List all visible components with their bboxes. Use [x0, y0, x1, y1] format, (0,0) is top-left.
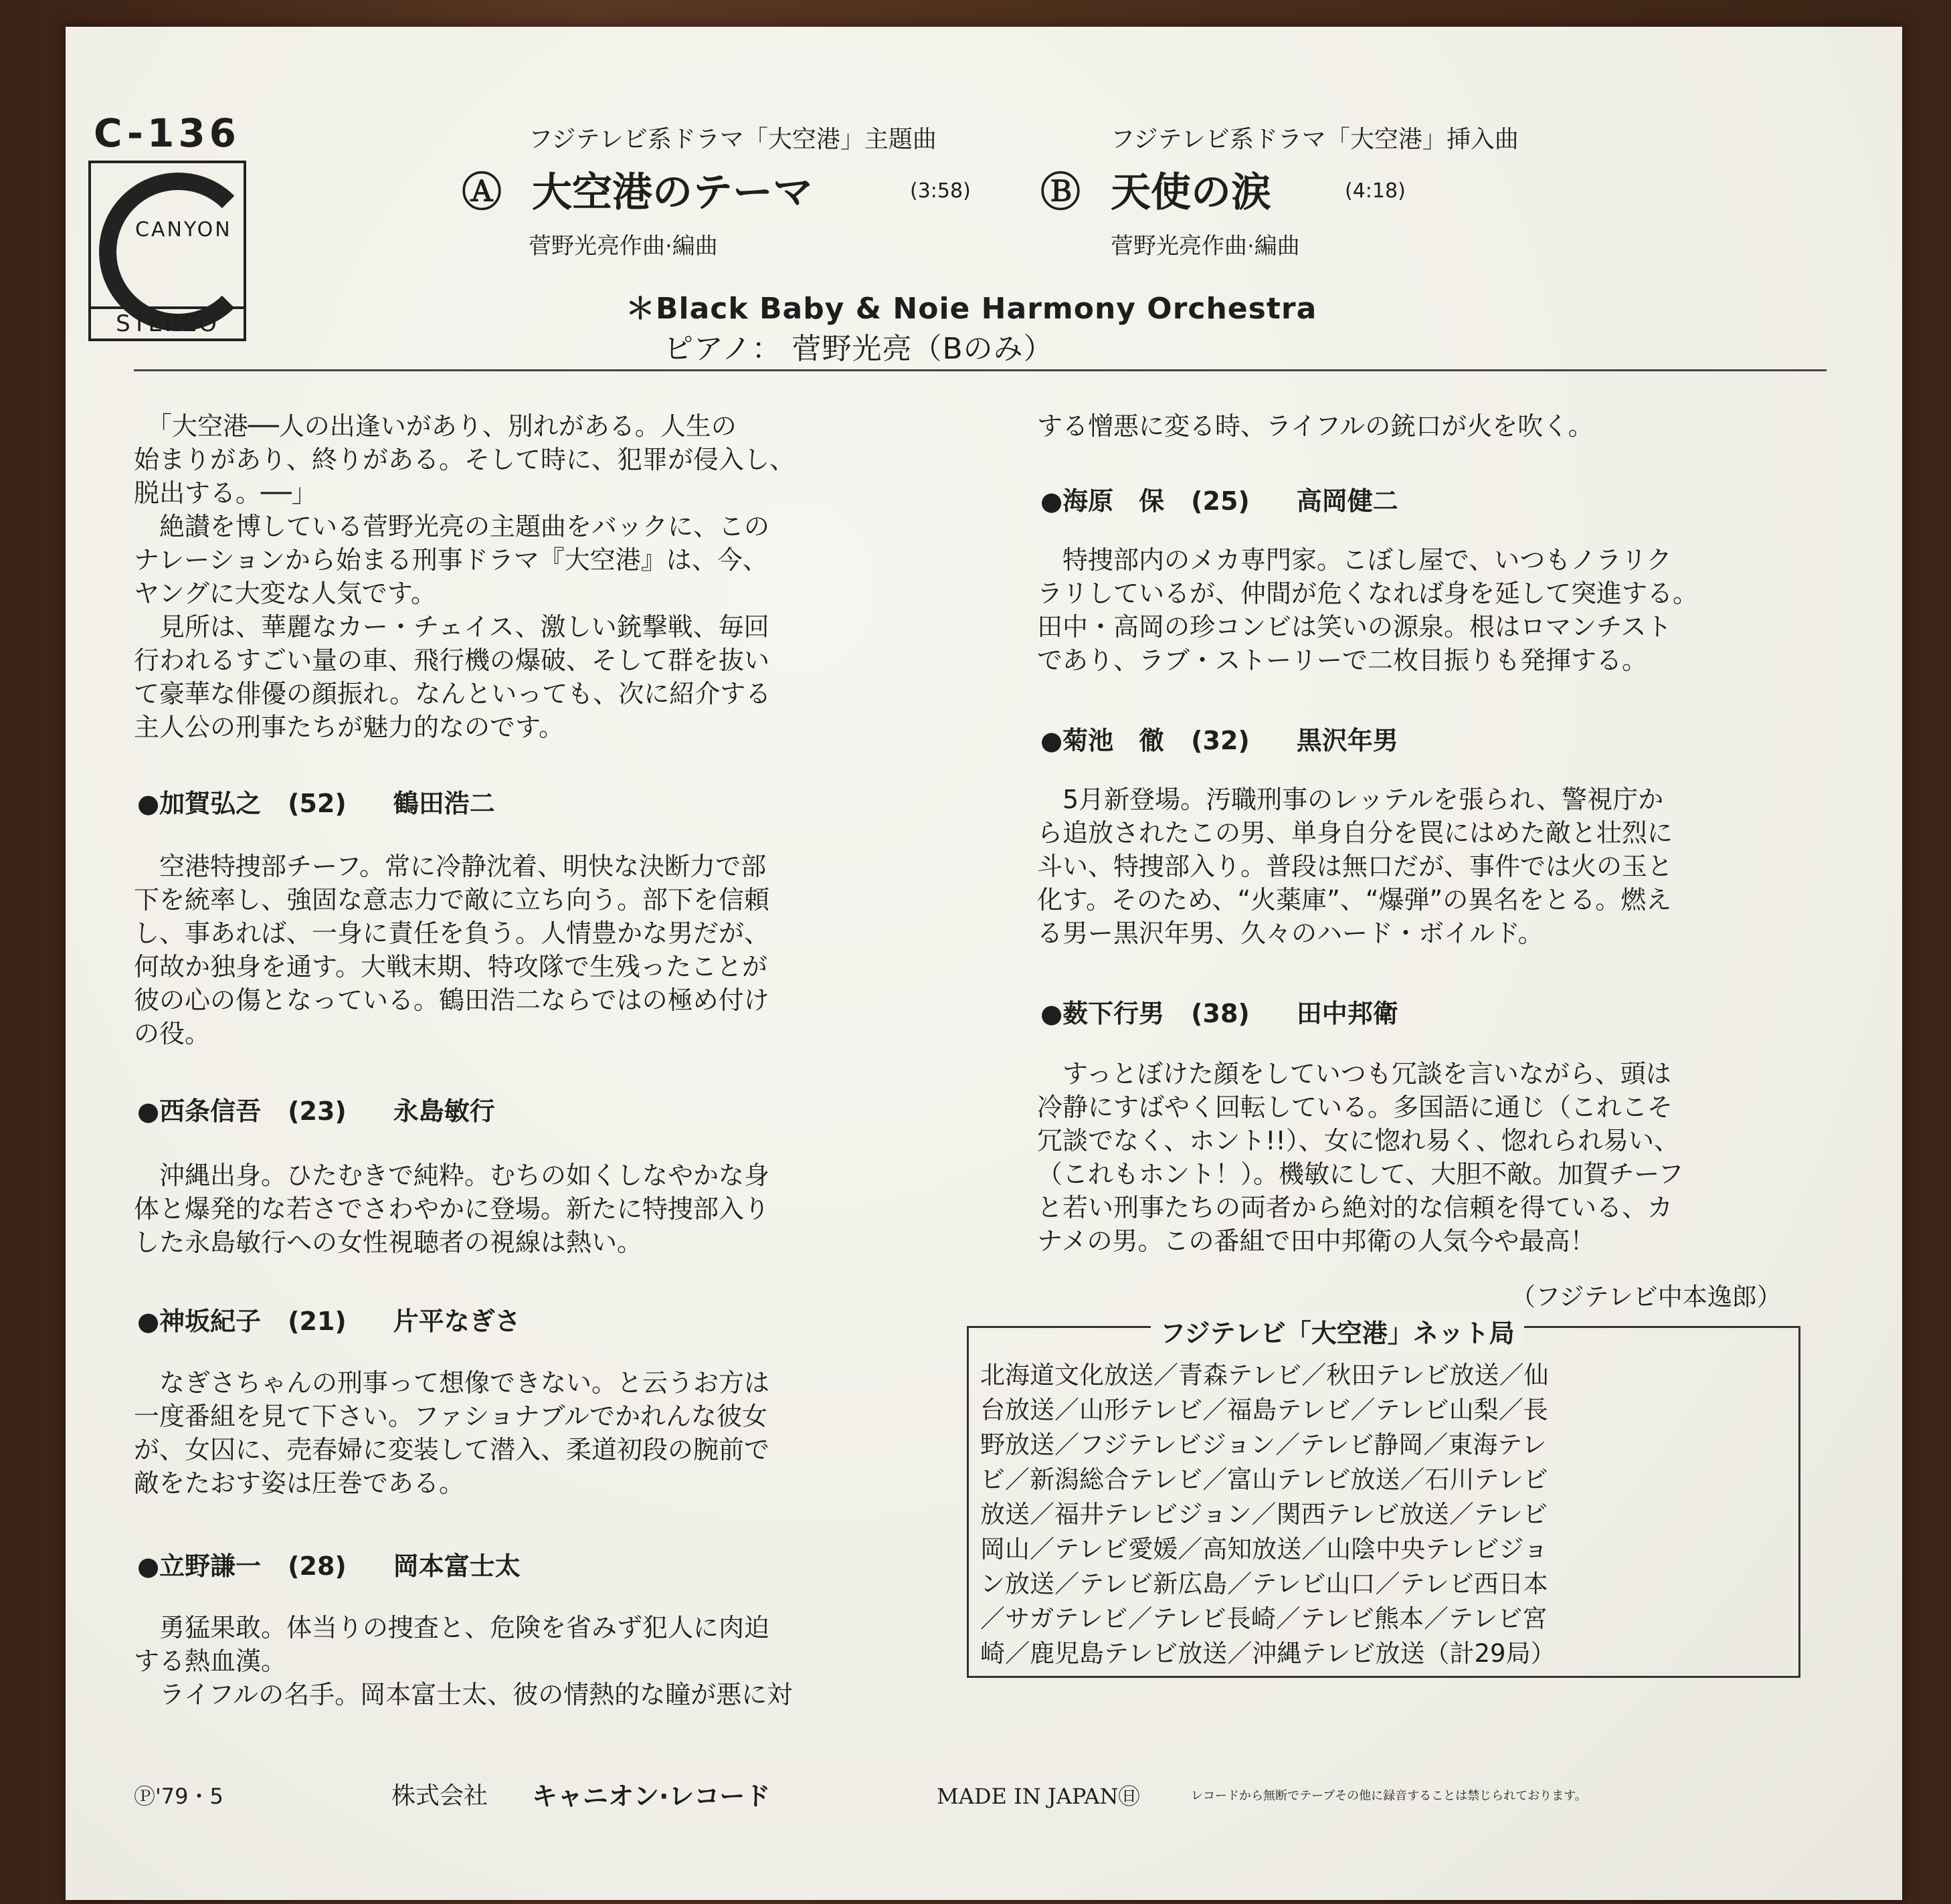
side-a-subtitle: フジテレビ系ドラマ「大空港」主題曲	[529, 126, 937, 153]
article-author: （フジテレビ中本逸郎）	[1511, 1282, 1782, 1311]
character-text: なぎさちゃんの刑事って想像できない。と云うお方は 一度番組を見て下さい。ファショナブルでかれんな彼女 が、女囚に、売春婦に変装して潜入、柔道初段の腕前で 敵をたおす姿は圧巻である。	[134, 1368, 770, 1498]
canyon-logo	[88, 161, 246, 341]
character-heading: ●神坂紀子 (21) 片平なぎさ	[137, 1307, 521, 1336]
side-a-duration: (3:58)	[910, 179, 971, 203]
intro-text: 「大空港──人の出逢いがあり、別れがある。人生の 始まりがあり、終りがある。そして時に、犯罪が侵入し、 脱出する。──」 絶讃を博している菅野光亮の主題曲をバックに、この ナレーションから始まる刑事ドラマ『大空港』は、今、 ヤングに大変な人気です。 見所は、華麗なカー・チェイス、激しい銃撃戦、毎回 行われるすごい量の車、飛行機の爆破、そして群を抜い て豪華な俳優の顔振れ。なんといっても、次に紹介する 主人公の刑事たちが魅力的なのです。	[134, 411, 796, 742]
side-b-subtitle: フジテレビ系ドラマ「大空港」挿入曲	[1111, 126, 1519, 153]
network-stations: 北海道文化放送／青森テレビ／秋田テレビ放送／仙 台放送／山形テレビ／福島テレビ／テレビ山梨／長 野放送／フジテレビジョン／テレビ静岡／東海テレ ビ／新潟総合テレビ／富山テレビ放送／石川テレビ 放送／福井テレビジョン／関西テレビ放送／テレビ 岡山／テレビ愛媛／高知放送／山陰中央テレビジョ ン放送／テレビ新広島／テレビ山口／テレビ西日本 ／サガテレビ／テレビ長崎／テレビ熊本／テレビ宮 崎／鹿児島テレビ放送／沖縄テレビ放送（計29局）	[980, 1361, 1556, 1668]
character-heading: ●菊池 徹 (32) 黒沢年男	[1040, 726, 1398, 755]
side-b-marker: Ⓑ	[1040, 169, 1081, 216]
catalog-number: C-136	[94, 110, 241, 156]
character-text: 沖縄出身。ひたむきで純粋。むちの如くしなやかな身 体と爆発的な若さでさわやかに登場。新たに特捜部入り した永島敏行への女性視聴者の視線は熱い。	[134, 1161, 770, 1257]
logo-brand: CANYON	[131, 218, 236, 242]
character-heading: ●薮下行男 (38) 田中邦衛	[1040, 999, 1398, 1028]
copyright-notice: レコードから無断でテープその他に録音することは禁じられております。	[1191, 1789, 1587, 1803]
side-b-duration: (4:18)	[1345, 179, 1406, 203]
company-prefix: 株式会社	[391, 1782, 488, 1810]
piano-credit: ピアノ： 菅野光亮（Bのみ）	[664, 332, 1054, 366]
character-text: 勇猛果敢。体当りの捜査と、危険を省みず犯人に肉迫 する熱血漢。 ライフルの名手。岡本富士太、彼の情熱的な瞳が悪に対	[134, 1613, 793, 1709]
side-a-credit: 菅野光亮作曲·編曲	[529, 233, 718, 260]
network-title: フジテレビ「大空港」ネット局	[1151, 1313, 1524, 1349]
side-b-title: 天使の涙	[1111, 169, 1271, 216]
character-text: すっとぼけた顔をしていつも冗談を言いながら、頭は 冷静にすばやく回転している。多国語に通じ（これこそ 冗談でなく、ホント!!）、女に惚れ易く、惚れられ易い、 （これもホント！）。機敏にして、大胆不敵。加賀チーフ と若い刑事たちの両者から絶対的な信頼を得ている、カ ナメの男。この番組で田中邦衛の人気今や最高！	[1037, 1059, 1684, 1256]
made-in-japan: MADE IN JAPAN㊐	[937, 1784, 1140, 1809]
side-a-title: 大空港のテーマ	[532, 169, 813, 216]
character-heading: ●西条信吾 (23) 永島敏行	[137, 1097, 495, 1126]
performer: ＊Black Baby & Noie Harmony Orchestra	[626, 292, 1317, 326]
phonogram-date: Ⓟ'79・5	[134, 1784, 223, 1809]
company-name: キャニオン·レコード	[532, 1782, 771, 1811]
character-text: 特捜部内のメカ専門家。こぼし屋で、いつもノラリク ラリしているが、仲間が危くなれば身を延して突進する。 田中・高岡の珍コンビは笑いの源泉。根はロマンチスト であり、ラブ・ストーリーで二枚目振りも発揮する。	[1037, 545, 1699, 675]
character-heading: ●立野謙一 (28) 岡本富士太	[137, 1551, 521, 1581]
character-text: する憎悪に変る時、ライフルの銃口が火を吹く。	[1037, 411, 1594, 441]
logo-stereo: STEREO	[91, 306, 244, 339]
character-text: 空港特捜部チーフ。常に冷静沈着、明快な決断力で部 下を統率し、強固な意志力で敵に立ち向う。部下を信頼 し、事あれば、一身に責任を負う。人情豊かな男だが、 何故か独身を通す。大戦末期、特攻隊で生残ったことが 彼の心の傷となっている。鶴田浩二ならではの極め付け の役。	[134, 852, 770, 1048]
side-a-marker: Ⓐ	[462, 169, 502, 216]
side-b-credit: 菅野光亮作曲·編曲	[1111, 233, 1300, 260]
character-heading: ●海原 保 (25) 高岡健二	[1040, 486, 1398, 516]
character-heading: ●加賀弘之 (52) 鶴田浩二	[137, 789, 495, 818]
divider	[134, 369, 1827, 371]
character-text: 5月新登場。汚職刑事のレッテルを張られ、警視庁か ら追放されたこの男、単身自分を罠にはめた敵と壮烈に 斗い、特捜部入り。普段は無口だが、事件では火の玉と 化す。そのため、“火薬庫”、“爆弾”の異名をとる。燃え る男ー黒沢年男、久々のハード・ボイルド。	[1037, 785, 1673, 948]
